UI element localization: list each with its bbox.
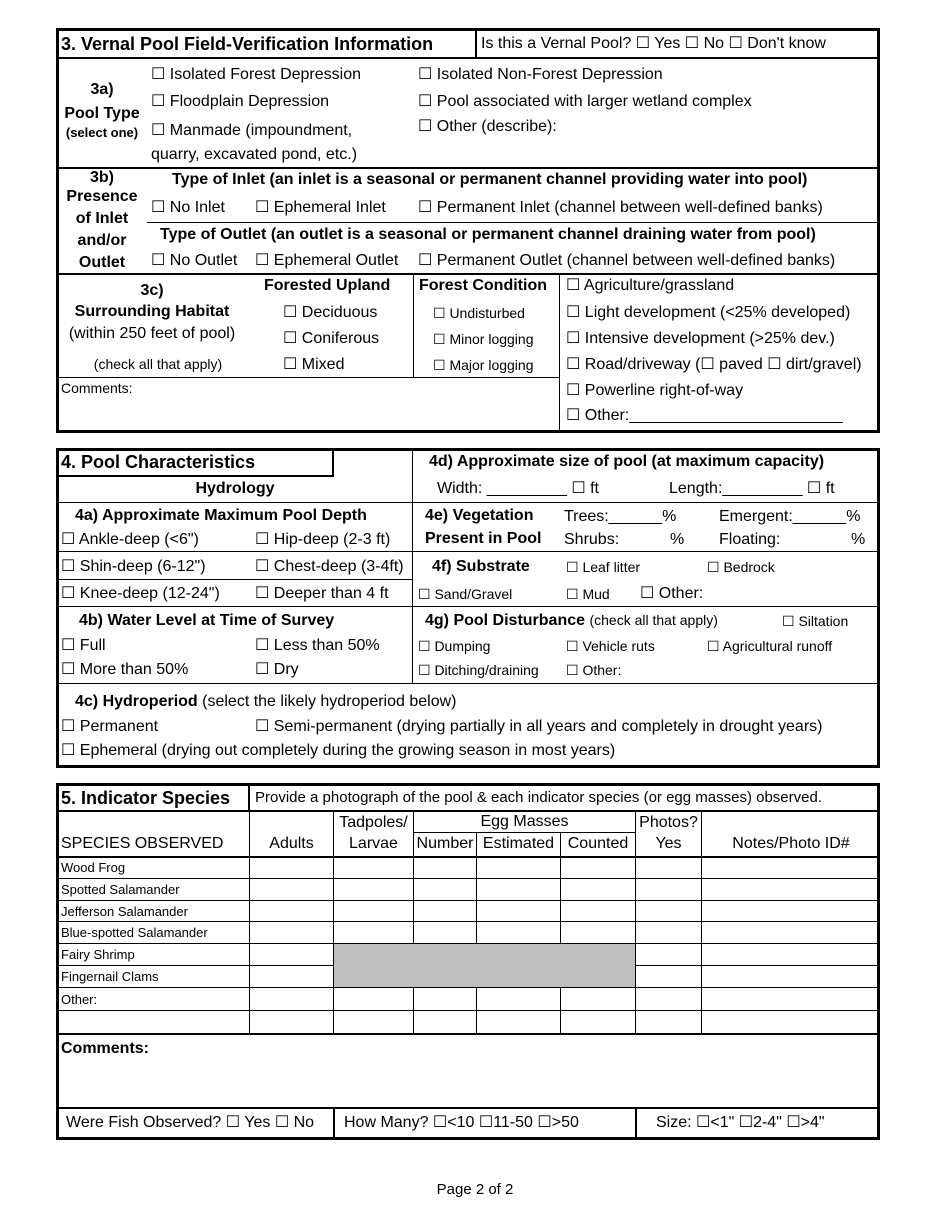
divider <box>332 448 334 476</box>
vegetation-field[interactable]: Trees:______% <box>564 508 677 525</box>
divider <box>147 222 880 223</box>
table-col-line <box>701 811 702 1034</box>
habitat-other-option[interactable]: ☐ Other:________________________ <box>566 407 843 424</box>
vegetation-field: % <box>670 531 685 548</box>
photos-header: Photos? <box>639 814 698 831</box>
hydroperiod-title-text: 4c) Hydroperiod <box>75 693 198 710</box>
table-row-line <box>56 856 880 858</box>
habitat-label: (within 250 feet of pool) <box>68 325 236 342</box>
vernal-pool-question[interactable]: Is this a Vernal Pool? ☐ Yes ☐ No ☐ Don't know <box>481 35 826 52</box>
table-col-line <box>413 811 414 944</box>
vegetation-field: % <box>851 531 866 548</box>
divider <box>56 167 880 169</box>
adults-header: Adults <box>269 835 314 852</box>
table-row-line <box>635 965 880 966</box>
disturbance-option[interactable]: ☐ Ditching/draining <box>418 662 539 678</box>
hydrology-heading: Hydrology <box>195 480 275 497</box>
habitat-other-option[interactable]: ☐ Agriculture/grassland <box>566 277 735 294</box>
disturbance-option[interactable]: ☐ Other: <box>566 662 622 678</box>
table-col-line <box>560 832 561 944</box>
water-level-option[interactable]: ☐ Less than 50% <box>255 637 380 654</box>
egg-masses-header: Egg Masses <box>480 813 569 830</box>
water-level-option[interactable]: ☐ Dry <box>255 661 299 678</box>
pool-type-label: 3a) <box>90 81 114 98</box>
table-col-line <box>249 811 250 1034</box>
pool-type-label: Pool Type <box>64 105 140 122</box>
divider <box>56 579 413 580</box>
substrate-title: 4f) Substrate <box>432 558 530 575</box>
depth-option[interactable]: ☐ Ankle-deep (<6") <box>61 531 199 548</box>
outlet-option[interactable]: ☐ Ephemeral Outlet <box>255 252 399 269</box>
pool-type-label: (select one) <box>65 125 139 140</box>
fish-observed-field[interactable]: Were Fish Observed? ☐ Yes ☐ No <box>66 1114 315 1131</box>
pool-type-option[interactable]: ☐ Floodplain Depression <box>151 93 329 110</box>
divider <box>56 502 880 503</box>
species-row-label: Wood Frog <box>61 860 126 875</box>
table-col-line <box>560 987 561 1034</box>
table-row-line <box>56 1010 880 1011</box>
tadpoles-header: Tadpoles/ <box>339 814 408 831</box>
substrate-option[interactable]: ☐ Sand/Gravel <box>418 586 513 602</box>
pool-type-option[interactable]: ☐ Manmade (impoundment, <box>151 122 353 139</box>
divider <box>56 683 880 684</box>
fish-size-field[interactable]: Size: ☐<1" ☐2-4" ☐>4" <box>656 1114 825 1131</box>
section-5-title: 5. Indicator Species <box>61 788 231 808</box>
species-row-label: Blue-spotted Salamander <box>61 925 208 940</box>
species-row-label: Spotted Salamander <box>61 882 180 897</box>
condition-option[interactable]: ☐ Major logging <box>433 357 534 373</box>
table-row-line <box>56 921 880 922</box>
table-row-line <box>56 943 880 944</box>
table-col-line <box>413 987 414 1034</box>
divider <box>56 475 334 477</box>
number-header: Number <box>416 835 474 852</box>
pool-width-field[interactable]: Width: _________ ☐ ft <box>437 480 599 497</box>
habitat-other-option[interactable]: ☐ Powerline right-of-way <box>566 382 744 399</box>
pool-type-option[interactable]: ☐ Isolated Forest Depression <box>151 66 361 83</box>
vegetation-field[interactable]: Shrubs: <box>564 531 620 548</box>
depth-title: 4a) Approximate Maximum Pool Depth <box>75 507 367 524</box>
vegetation-title: 4e) Vegetation <box>425 507 534 524</box>
pool-type-option[interactable]: ☐ Other (describe): <box>418 118 557 135</box>
table-row-line <box>56 878 880 879</box>
condition-option[interactable]: ☐ Undisturbed <box>433 305 525 321</box>
forested-option[interactable]: ☐ Coniferous <box>283 330 380 347</box>
inlet-label: Outlet <box>78 254 126 271</box>
species-row-label[interactable]: Other: <box>61 992 98 1007</box>
section-3-title: 3. Vernal Pool Field-Verification Information <box>61 34 434 54</box>
disturbance-option[interactable]: ☐ Vehicle ruts <box>566 638 655 654</box>
pool-length-field[interactable]: Length:_________ ☐ ft <box>669 480 835 497</box>
table-row-line <box>56 1033 880 1035</box>
divider <box>56 551 413 552</box>
hydroperiod-option[interactable]: ☐ Ephemeral (drying out completely during the growing season in most years) <box>61 742 616 759</box>
forested-option[interactable]: ☐ Mixed <box>283 356 345 373</box>
photo-instruction: Provide a photograph of the pool & each indicator species (or egg masses) observed. <box>255 789 822 806</box>
substrate-option[interactable]: ☐ Other: <box>640 585 704 602</box>
divider <box>412 449 413 684</box>
table-row-line <box>56 987 880 988</box>
pool-type-option: quarry, excavated pond, etc.) <box>151 146 358 163</box>
inlet-option[interactable]: ☐ No Inlet <box>151 199 225 216</box>
divider <box>56 810 880 812</box>
divider <box>56 57 880 59</box>
estimated-header: Estimated <box>482 835 555 852</box>
outlet-option[interactable]: ☐ No Outlet <box>151 252 238 269</box>
hydroperiod-option[interactable]: ☐ Permanent <box>61 718 159 735</box>
species-comments-label[interactable]: Comments: <box>61 1040 150 1057</box>
outlet-title: Type of Outlet (an outlet is a seasonal or permanent channel draining water from pool) <box>160 226 816 243</box>
pool-type-option[interactable]: ☐ Isolated Non-Forest Depression <box>418 66 663 83</box>
inlet-option[interactable]: ☐ Ephemeral Inlet <box>255 199 386 216</box>
vegetation-title: Present in Pool <box>425 530 542 547</box>
inlet-title: Type of Inlet (an inlet is a seasonal or permanent channel providing water into pool) <box>172 171 808 188</box>
habitat-comments-label[interactable]: Comments: <box>61 380 133 396</box>
habitat-label: 3c) <box>140 282 164 299</box>
species-row-label: Fingernail Clams <box>61 969 159 984</box>
vegetation-field[interactable]: Emergent:______% <box>719 508 861 525</box>
substrate-option[interactable]: ☐ Mud <box>566 586 610 602</box>
disturbance-option[interactable]: ☐ Siltation <box>782 613 849 629</box>
photos-header: Yes <box>655 835 682 852</box>
substrate-option[interactable]: ☐ Bedrock <box>707 559 775 575</box>
divider <box>248 783 250 811</box>
habitat-label: Surrounding Habitat <box>74 303 230 320</box>
outlet-option[interactable]: ☐ Permanent Outlet (channel between well-defined banks) <box>418 252 836 269</box>
species-header: SPECIES OBSERVED <box>61 835 224 852</box>
divider <box>635 1108 637 1138</box>
forested-option[interactable]: ☐ Deciduous <box>283 304 378 321</box>
table-col-line <box>333 811 334 1034</box>
tadpoles-header: Larvae <box>349 835 398 852</box>
disturbance-title-text: 4g) Pool Disturbance <box>425 612 586 629</box>
forest-condition-title: Forest Condition <box>419 277 547 294</box>
inlet-label: Presence <box>66 188 138 205</box>
divider <box>333 1108 335 1138</box>
table-row-line <box>56 965 334 966</box>
water-level-title: 4b) Water Level at Time of Survey <box>79 612 335 629</box>
inlet-label: and/or <box>77 232 127 249</box>
species-row-label: Jefferson Salamander <box>61 904 188 919</box>
hydroperiod-option[interactable]: ☐ Semi-permanent (drying partially in all years and completely in drought years) <box>255 718 823 735</box>
depth-option[interactable]: ☐ Deeper than 4 ft <box>255 585 389 602</box>
disturbance-option[interactable]: ☐ Dumping <box>418 638 491 654</box>
habitat-other-option[interactable]: ☐ Light development (<25% developed) <box>566 304 851 321</box>
habitat-other-option[interactable]: ☐ Intensive development (>25% dev.) <box>566 330 835 347</box>
pool-size-title: 4d) Approximate size of pool (at maximum capacity) <box>429 453 825 470</box>
hydroperiod-title <box>75 694 456 710</box>
habitat-other-option[interactable]: ☐ Road/driveway (☐ paved ☐ dirt/gravel) <box>566 356 862 373</box>
table-row-line <box>56 1107 880 1109</box>
forested-upland-title: Forested Upland <box>264 277 391 294</box>
depth-option[interactable]: ☐ Knee-deep (12-24") <box>61 585 220 602</box>
divider <box>413 551 880 552</box>
water-level-option[interactable]: ☐ More than 50% <box>61 661 189 678</box>
disturbance-title <box>425 613 718 629</box>
inlet-option[interactable]: ☐ Permanent Inlet (channel between well-defined banks) <box>418 199 823 216</box>
counted-header: Counted <box>567 835 629 852</box>
disturbance-option[interactable]: ☐ Agricultural runoff <box>707 638 833 654</box>
hydroperiod-note: (select the likely hydroperiod below) <box>202 693 457 710</box>
table-col-line <box>476 987 477 1034</box>
inlet-label: 3b) <box>90 169 114 186</box>
condition-option[interactable]: ☐ Minor logging <box>433 331 534 347</box>
water-level-option[interactable]: ☐ Full <box>61 637 106 654</box>
divider <box>56 273 880 275</box>
table-row-line <box>56 900 880 901</box>
vegetation-field[interactable]: Floating: <box>719 531 781 548</box>
divider <box>559 274 560 431</box>
pool-type-option[interactable]: ☐ Pool associated with larger wetland complex <box>418 93 752 110</box>
divider <box>475 28 477 58</box>
species-row-label: Fairy Shrimp <box>61 947 135 962</box>
habitat-label: (check all that apply) <box>93 356 223 372</box>
depth-option[interactable]: ☐ Chest-deep (3-4ft) <box>255 558 404 575</box>
divider <box>56 606 880 607</box>
shaded-cells <box>334 943 635 987</box>
page-number: Page 2 of 2 <box>436 1181 514 1198</box>
table-col-line <box>476 832 477 944</box>
disturbance-note: (check all that apply) <box>589 612 718 628</box>
table-col-line <box>635 811 636 1034</box>
divider <box>413 274 414 378</box>
section-4-title: 4. Pool Characteristics <box>61 452 256 472</box>
divider <box>56 377 560 378</box>
divider <box>414 832 635 833</box>
depth-option[interactable]: ☐ Shin-deep (6-12") <box>61 558 206 575</box>
fish-count-field[interactable]: How Many? ☐<10 ☐11-50 ☐>50 <box>344 1114 579 1131</box>
inlet-label: of Inlet <box>75 210 129 227</box>
substrate-option[interactable]: ☐ Leaf litter <box>566 559 641 575</box>
notes-header: Notes/Photo ID# <box>732 835 850 852</box>
depth-option[interactable]: ☐ Hip-deep (2-3 ft) <box>255 531 391 548</box>
